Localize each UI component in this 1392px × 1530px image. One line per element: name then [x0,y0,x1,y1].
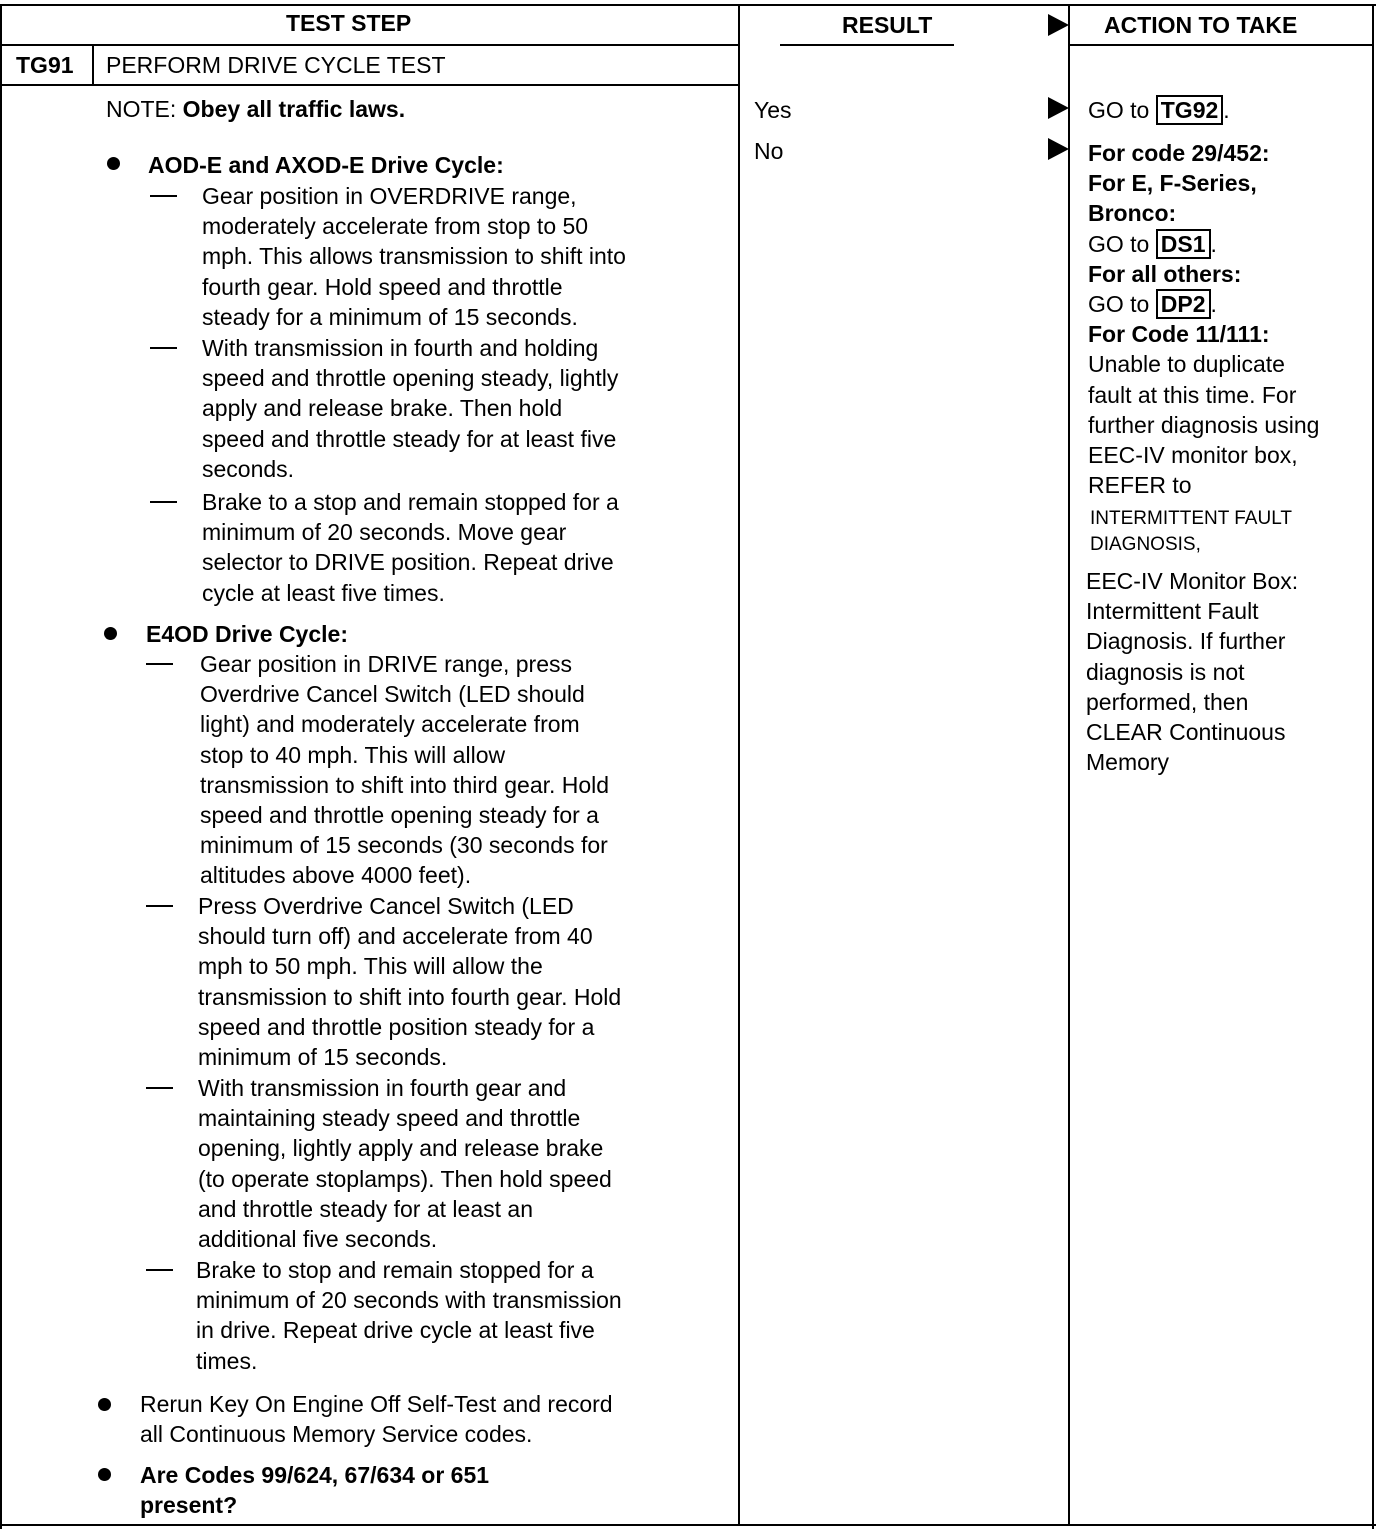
table-bottom-rule [0,1524,1376,1526]
step-title-underline [0,84,740,86]
dash-icon [146,1087,173,1089]
aod-item-2: With transmission in fourth and holding speed and throttle opening steady, lightly apply and release brake. Then hold speed and throttle steady for at least five seconds. [202,335,619,482]
codes-question: Are Codes 99/624, 67/634 or 651 present? [140,1462,490,1519]
dash-icon [146,1269,173,1271]
header-underline-action [1068,44,1374,46]
aod-heading: AOD-E and AXOD-E Drive Cycle: [148,152,504,178]
arrow-icon [1048,138,1069,160]
header-underline-result [780,44,954,46]
step-id: TG91 [16,52,74,78]
result-no: No [754,138,784,164]
header-underline-test-step [0,44,740,46]
ref-ds1[interactable]: DS1 [1156,229,1211,259]
table-top-rule [0,4,1376,6]
header-test-step: TEST STEP [286,10,412,36]
e4od-item-2: Press Overdrive Cancel Switch (LED should turn off) and accelerate from 40 mph to 50 mph. This will allow the transmission to shift into fourth gear. Hold speed and throttle position steady for a minimum of 15 seconds. [198,893,622,1071]
ref-dp2[interactable]: DP2 [1156,289,1211,319]
bullet-icon [107,157,120,170]
header-result: RESULT [842,12,933,38]
header-arrow-icon [1048,14,1069,36]
e4od-item-1: Gear position in DRIVE range, press Overdrive Cancel Switch (LED should light) and moderately accelerate from stop to 40 mph. This will allow transmission to shift into third gear. Hold speed and throttle opening steady for a minimum of 15 seconds (30 seconds for altitudes above 4000 feet). [200,651,610,889]
note-text: Obey all traffic laws. [182,96,406,122]
action-no: For code 29/452: For E, F-Series, Bronco: GO to DS1 . For all others: GO to DP2 . For Code 11/111: Unable to duplicate fault at this time. For further diagnosis using EEC-IV monitor box, REFER to [1088,140,1320,499]
monitor-box-text: EEC-IV Monitor Box: Intermittent Fault Diagnosis. If further diagnosis is not performed, then CLEAR Continuous Memory [1086,568,1299,776]
ref-tg92[interactable]: TG92 [1156,95,1224,125]
dash-icon [146,905,173,907]
step-id-divider [92,44,94,86]
table-left-rule [0,4,2,1529]
result-yes: Yes [754,97,792,123]
bullet-icon [104,627,117,640]
bullet-icon [98,1398,111,1411]
dash-icon [150,195,177,197]
dash-icon [150,347,177,349]
header-action: ACTION TO TAKE [1104,12,1298,38]
action-yes: GO to TG92 . [1088,97,1230,123]
dash-icon [146,663,173,665]
intermittent-fault-ref: INTERMITTENT FAULT DIAGNOSIS, [1090,508,1292,555]
arrow-icon [1048,97,1069,119]
aod-item-1: Gear position in OVERDRIVE range, moderately accelerate from stop to 50 mph. This allows transmission to shift into fourth gear. Hold speed and throttle steady for a minimum of 15 seconds. [202,183,626,330]
e4od-heading: E4OD Drive Cycle: [146,621,348,647]
dash-icon [150,501,177,503]
e4od-item-4: Brake to stop and remain stopped for a minimum of 20 seconds with transmission in drive. Repeat drive cycle at least five times. [196,1257,622,1374]
column-divider-action [1068,4,1070,1526]
bullet-icon [98,1468,111,1481]
rerun-instruction: Rerun Key On Engine Off Self-Test and record all Continuous Memory Service codes. [140,1391,613,1448]
note [106,94,405,124]
e4od-item-3: With transmission in fourth gear and maintaining steady speed and throttle opening, lightly apply and release brake (to operate stoplamps). Then hold speed and throttle steady for at least an additional five seconds. [198,1075,612,1253]
aod-item-3: Brake to a stop and remain stopped for a minimum of 20 seconds. Move gear selector to DRIVE position. Repeat drive cycle at least five times. [202,489,619,606]
note-label: NOTE: [106,96,183,122]
table-right-rule [1372,4,1374,1529]
step-title: PERFORM DRIVE CYCLE TEST [106,52,446,78]
column-divider-result [738,4,740,1526]
